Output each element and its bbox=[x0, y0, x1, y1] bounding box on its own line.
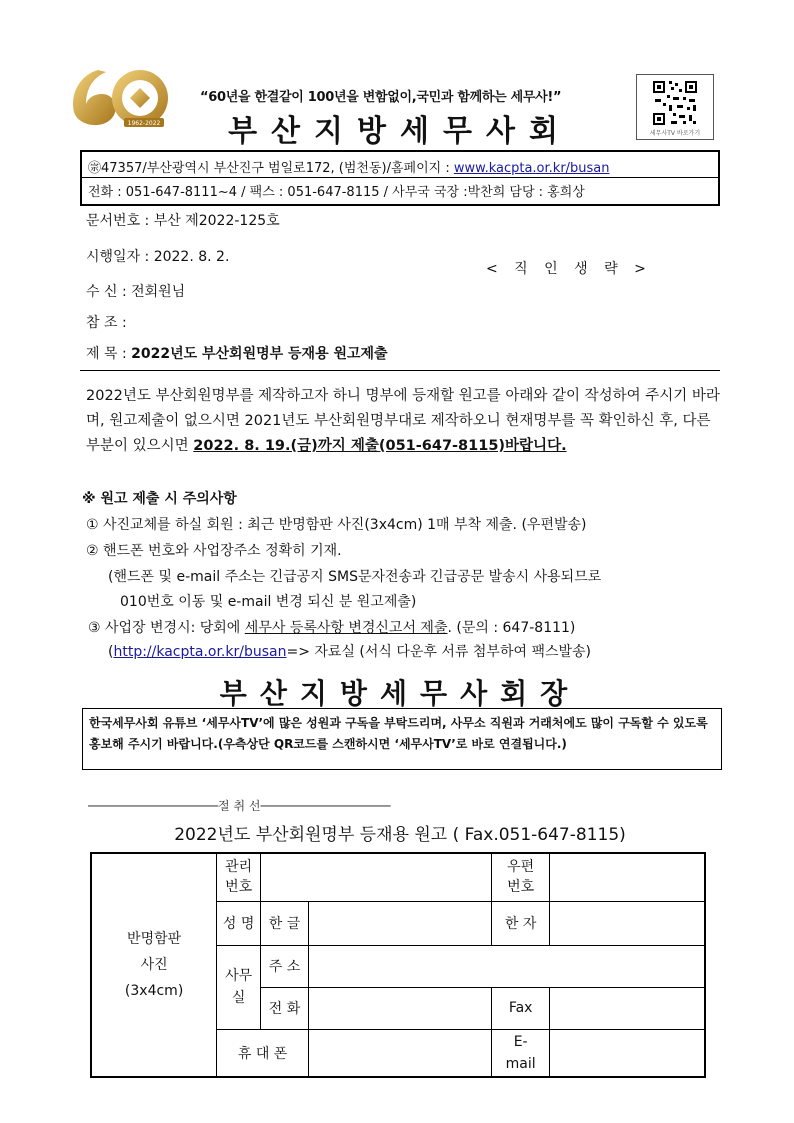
fax-label: Fax bbox=[492, 987, 550, 1029]
postal-label: 우편 번호 bbox=[492, 853, 550, 901]
cut-line: ──────────────────절 취 선────────────────── bbox=[88, 799, 391, 813]
slogan: “60년을 한결같이 100년을 변함없이,국민과 함께하는 세무사!” bbox=[200, 90, 562, 105]
note-item-3 bbox=[88, 617, 575, 637]
note-item-2-sub2: 010번호 이동 및 e-mail 변경 되신 분 원고제출) bbox=[120, 594, 417, 610]
hangul-name-field[interactable] bbox=[308, 901, 491, 945]
notes-heading: ※ 원고 제출 시 주의사항 bbox=[82, 491, 237, 507]
note-item-1: ① 사진교체를 하실 회원 : 최근 반명함판 사진(3x4cm) 1매 부착 제출. (우편발송) bbox=[86, 517, 587, 533]
mgmt-no-label: 관리 번호 bbox=[217, 853, 261, 901]
mgmt-no-field[interactable] bbox=[261, 853, 492, 901]
office-label: 사무 실 bbox=[217, 945, 261, 1029]
kacpta-busan-link[interactable]: http://kacpta.or.kr/busan bbox=[113, 644, 287, 660]
homepage-link[interactable]: www.kacpta.or.kr/busan bbox=[453, 161, 610, 176]
recipient: 수 신 : 전회원님 bbox=[86, 284, 186, 300]
document-number: 문서번호 : 부산 제2022-125호 bbox=[86, 213, 280, 229]
subject-label: 제 목 : bbox=[86, 346, 132, 362]
photo-cell[interactable]: 반명함판 사진 (3x4cm) bbox=[91, 853, 217, 1077]
contact-divider bbox=[82, 177, 718, 178]
youtube-promo-box: 한국세무사회 유튜브 ‘세무사TV’에 많은 성원과 구독을 부탁드리며, 사무소 직원과 거래처에도 많이 구독할 수 있도록 홍보해 주시기 바랍니다.(우측상단 QR코드를 스캔하시면 ‘세무사TV’로 바로 연결됩니다.) bbox=[82, 708, 722, 770]
inquiry-text: . (문의 : 647-8111) bbox=[447, 620, 576, 636]
note-item-3-link-line bbox=[108, 641, 591, 661]
phone-fax-line: 전화 : 051-647-8111~4 / 팩스 : 051-647-8115 / 사무국 국장 :박찬희 담당 : 홍희상 bbox=[88, 185, 585, 200]
phone-field[interactable] bbox=[308, 987, 491, 1029]
name-label: 성 명 bbox=[217, 901, 261, 945]
body-paragraph bbox=[86, 384, 726, 459]
phone-label: 전 화 bbox=[261, 987, 309, 1029]
note-item-2-sub1: (핸드폰 및 e-mail 주소는 긴급공지 SMS문자전송과 긴급공문 발송시 사용되므로 bbox=[108, 569, 602, 585]
reference: 참 조 : bbox=[86, 315, 127, 331]
contact-box bbox=[80, 150, 720, 206]
email-field[interactable] bbox=[550, 1029, 705, 1077]
qr-caption: 세무사TV 바로가기 bbox=[649, 130, 701, 137]
association-60th-logo bbox=[68, 62, 178, 130]
form-title: 2022년도 부산회원명부 등재용 원고 ( Fax.051-647-8115) bbox=[174, 825, 626, 845]
mobile-field[interactable] bbox=[308, 1029, 491, 1077]
body-text: 2022년도 부산회원명부를 제작하고자 하니 명부에 등재할 원고를 아래와 같이 작성하여 주시기 바라며, 원고제출이 없으시면 2021년도 부산회원명부대로 제작하오니 현재명부를 꼭 확인하신 후, 다른 부분이 있으시면 bbox=[86, 388, 720, 454]
subject: 2022년도 부산회원명부 등재용 원고제출 bbox=[131, 346, 388, 362]
address-line bbox=[88, 157, 610, 176]
email-label: E- mail bbox=[492, 1029, 550, 1077]
mobile-label: 휴 대 폰 bbox=[217, 1029, 309, 1077]
address-label: 주 소 bbox=[261, 945, 309, 987]
hanja-name-field[interactable] bbox=[550, 901, 705, 945]
seal-omitted-note: < 직 인 생 략 > bbox=[486, 261, 652, 277]
header-rule bbox=[80, 370, 720, 371]
deadline-text: 2022. 8. 19.(금)까지 제출(051-647-8115)바랍니다. bbox=[193, 438, 567, 454]
subject-line bbox=[86, 343, 388, 363]
note-item-3-text: ③ 사업장 변경시: 당회에 bbox=[88, 620, 245, 636]
address-field[interactable] bbox=[308, 945, 705, 987]
change-report-form: 세무사 등록사항 변경신고서 제출 bbox=[244, 620, 448, 636]
chairman-title: 부산지방세무사회장 bbox=[219, 677, 581, 710]
postal-field[interactable] bbox=[550, 853, 705, 901]
issue-date: 시행일자 : 2022. 8. 2. bbox=[86, 249, 230, 265]
hanja-label: 한 자 bbox=[492, 901, 550, 945]
hangul-label: 한 글 bbox=[261, 901, 309, 945]
resource-room-text: => 자료실 (서식 다운후 서류 첨부하여 팩스발송) bbox=[286, 644, 592, 660]
org-name: 부산지방세무사회 bbox=[228, 114, 572, 149]
paren-open: ( bbox=[108, 644, 114, 660]
address-text: ㊪47357/부산광역시 부산진구 범일로172, (범천동)/홈페이지 : bbox=[88, 161, 454, 176]
note-item-2: ② 핸드폰 번호와 사업장주소 정확히 기재. bbox=[86, 543, 342, 559]
fax-field[interactable] bbox=[550, 987, 705, 1029]
logo-years: 1962-2022 bbox=[127, 120, 161, 127]
submission-form bbox=[90, 852, 706, 1078]
